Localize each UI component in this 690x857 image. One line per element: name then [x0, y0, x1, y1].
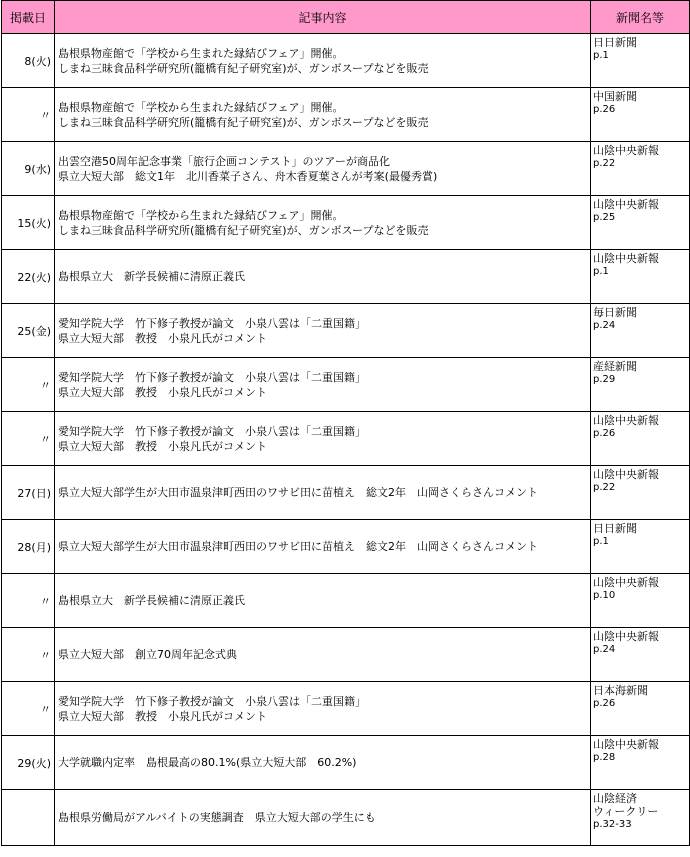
newspaper-cell	[591, 358, 690, 412]
table-row	[2, 34, 690, 88]
newspaper-cell	[591, 466, 690, 520]
page-number: p.26	[593, 104, 616, 115]
date-cell: 〃	[2, 88, 55, 142]
article-line: 大学就職内定率 島根最高の80.1%(県立大短大部 60.2%)	[58, 756, 357, 769]
page-number: p.32-33	[593, 819, 632, 830]
article-content-cell	[55, 790, 591, 846]
article-content-cell	[55, 412, 591, 466]
article-line: 愛知学院大学 竹下修子教授が論文 小泉八雲は「二重国籍」	[58, 694, 366, 708]
newspaper-name: 毎日新聞	[593, 306, 637, 319]
page-number: p.24	[593, 320, 616, 331]
article-line: 島根県立大 新学長候補に清原正義氏	[58, 594, 245, 607]
article-line: 島根県労働局がアルバイトの実態調査 県立大短大部の学生にも	[58, 811, 376, 824]
date-cell	[2, 790, 55, 846]
article-content-cell	[55, 304, 591, 358]
date-cell: 9(水)	[2, 142, 55, 196]
table-row	[2, 250, 690, 304]
page-number: p.26	[593, 698, 616, 709]
article-line: 県立大短大部 創立70周年記念式典	[58, 648, 237, 661]
newspaper-name: 日本海新聞	[593, 684, 648, 697]
table-body	[2, 34, 690, 846]
newspaper-name: 産経新聞	[593, 360, 637, 373]
article-content-cell	[55, 142, 591, 196]
table-row	[2, 88, 690, 142]
page-number: p.28	[593, 752, 616, 763]
article-content-cell	[55, 196, 591, 250]
article-line: 島根県物産館で「学校から生まれた縁結びフェア」開催。	[58, 208, 344, 222]
table-row	[2, 142, 690, 196]
newspaper-name: 山陰中央新報	[593, 468, 659, 481]
newspaper-cell	[591, 304, 690, 358]
date-cell: 〃	[2, 574, 55, 628]
page-number: p.26	[593, 428, 616, 439]
newspaper-name: 山陰中央新報	[593, 576, 659, 589]
date-cell: 25(金)	[2, 304, 55, 358]
article-line: 愛知学院大学 竹下修子教授が論文 小泉八雲は「二重国籍」	[58, 424, 366, 438]
article-line: 島根県立大 新学長候補に清原正義氏	[58, 270, 245, 283]
header-paper: 新聞名等	[591, 1, 690, 34]
page-number: p.24	[593, 644, 616, 655]
article-line: 島根県物産館で「学校から生まれた縁結びフェア」開催。	[58, 46, 344, 60]
date-cell: 28(月)	[2, 520, 55, 574]
newspaper-name: 日日新聞	[593, 36, 637, 49]
article-line: 県立大短大部 教授 小泉凡氏がコメント	[58, 331, 267, 345]
article-content-cell	[55, 466, 591, 520]
table-row	[2, 790, 690, 846]
table-row	[2, 520, 690, 574]
article-content-cell	[55, 358, 591, 412]
article-content-cell	[55, 628, 591, 682]
newspaper-name: 山陰中央新報	[593, 198, 659, 211]
table-row	[2, 196, 690, 250]
date-cell: 27(日)	[2, 466, 55, 520]
page-number: p.1	[593, 266, 609, 277]
page-number: p.29	[593, 374, 616, 385]
article-line: 愛知学院大学 竹下修子教授が論文 小泉八雲は「二重国籍」	[58, 316, 366, 330]
page-number: p.22	[593, 482, 616, 493]
table-row	[2, 628, 690, 682]
newspaper-cell	[591, 790, 690, 846]
article-line: 県立大短大部学生が大田市温泉津町西田のワサビ田に苗植え 総文2年 山岡さくらさんコメント	[58, 540, 538, 553]
date-cell: 〃	[2, 628, 55, 682]
date-cell: 8(火)	[2, 34, 55, 88]
newspaper-name-line: 山陰経済	[593, 792, 637, 805]
page-number: p.22	[593, 158, 616, 169]
article-line: 県立大短大部学生が大田市温泉津町西田のワサビ田に苗植え 総文2年 山岡さくらさんコメント	[58, 486, 538, 499]
newspaper-cell	[591, 682, 690, 736]
page-number: p.1	[593, 50, 609, 61]
article-line: 出雲空港50周年記念事業「旅行企画コンテスト」のツアーが商品化	[58, 154, 391, 168]
article-content-cell	[55, 34, 591, 88]
article-line: しまね三昧食品科学研究所(籠橋有紀子研究室)が、ガンボスープなどを販売	[58, 223, 429, 237]
newspaper-cell	[591, 628, 690, 682]
newspaper-name-line: ウィークリー	[593, 805, 659, 818]
newspaper-cell	[591, 34, 690, 88]
newspaper-name: 山陰中央新報	[593, 414, 659, 427]
newspaper-name: 山陰中央新報	[593, 144, 659, 157]
header-content: 記事内容	[55, 1, 591, 34]
newspaper-name: 中国新聞	[593, 90, 637, 103]
newspaper-cell	[591, 412, 690, 466]
header-date: 掲載日	[2, 1, 55, 34]
article-line: 県立大短大部 教授 小泉凡氏がコメント	[58, 439, 267, 453]
article-content-cell	[55, 682, 591, 736]
table-row	[2, 574, 690, 628]
article-content-cell	[55, 88, 591, 142]
date-cell: 22(火)	[2, 250, 55, 304]
newspaper-cell	[591, 196, 690, 250]
article-line: 県立大短大部 教授 小泉凡氏がコメント	[58, 709, 267, 723]
date-cell: 〃	[2, 682, 55, 736]
newspaper-cell	[591, 736, 690, 790]
article-content-cell	[55, 250, 591, 304]
date-cell: 〃	[2, 412, 55, 466]
newspaper-cell	[591, 574, 690, 628]
article-content-cell	[55, 574, 591, 628]
article-line: 島根県物産館で「学校から生まれた縁結びフェア」開催。	[58, 100, 344, 114]
article-content-cell	[55, 736, 591, 790]
news-article-table	[1, 0, 690, 846]
newspaper-name: 日日新聞	[593, 522, 637, 535]
page-number: p.10	[593, 590, 616, 601]
date-cell: 15(火)	[2, 196, 55, 250]
table-row	[2, 358, 690, 412]
table-row	[2, 466, 690, 520]
table-row	[2, 682, 690, 736]
newspaper-name: 山陰中央新報	[593, 630, 659, 643]
article-content-cell	[55, 520, 591, 574]
newspaper-cell	[591, 142, 690, 196]
article-line: 県立大短大部 総文1年 北川香菜子さん、舟木香夏葉さんが考案(最優秀賞)	[58, 169, 438, 183]
newspaper-cell	[591, 250, 690, 304]
newspaper-cell	[591, 520, 690, 574]
newspaper-name: 山陰中央新報	[593, 252, 659, 265]
article-line: しまね三昧食品科学研究所(籠橋有紀子研究室)が、ガンボスープなどを販売	[58, 61, 429, 75]
newspaper-cell	[591, 88, 690, 142]
table-header-row	[2, 1, 690, 34]
table-row	[2, 412, 690, 466]
date-cell: 29(火)	[2, 736, 55, 790]
article-line: 県立大短大部 教授 小泉凡氏がコメント	[58, 385, 267, 399]
newspaper-name: 山陰中央新報	[593, 738, 659, 751]
article-line: 愛知学院大学 竹下修子教授が論文 小泉八雲は「二重国籍」	[58, 370, 366, 384]
page-number: p.1	[593, 536, 609, 547]
table-row	[2, 736, 690, 790]
page-number: p.25	[593, 212, 616, 223]
article-line: しまね三昧食品科学研究所(籠橋有紀子研究室)が、ガンボスープなどを販売	[58, 115, 429, 129]
table-row	[2, 304, 690, 358]
date-cell: 〃	[2, 358, 55, 412]
